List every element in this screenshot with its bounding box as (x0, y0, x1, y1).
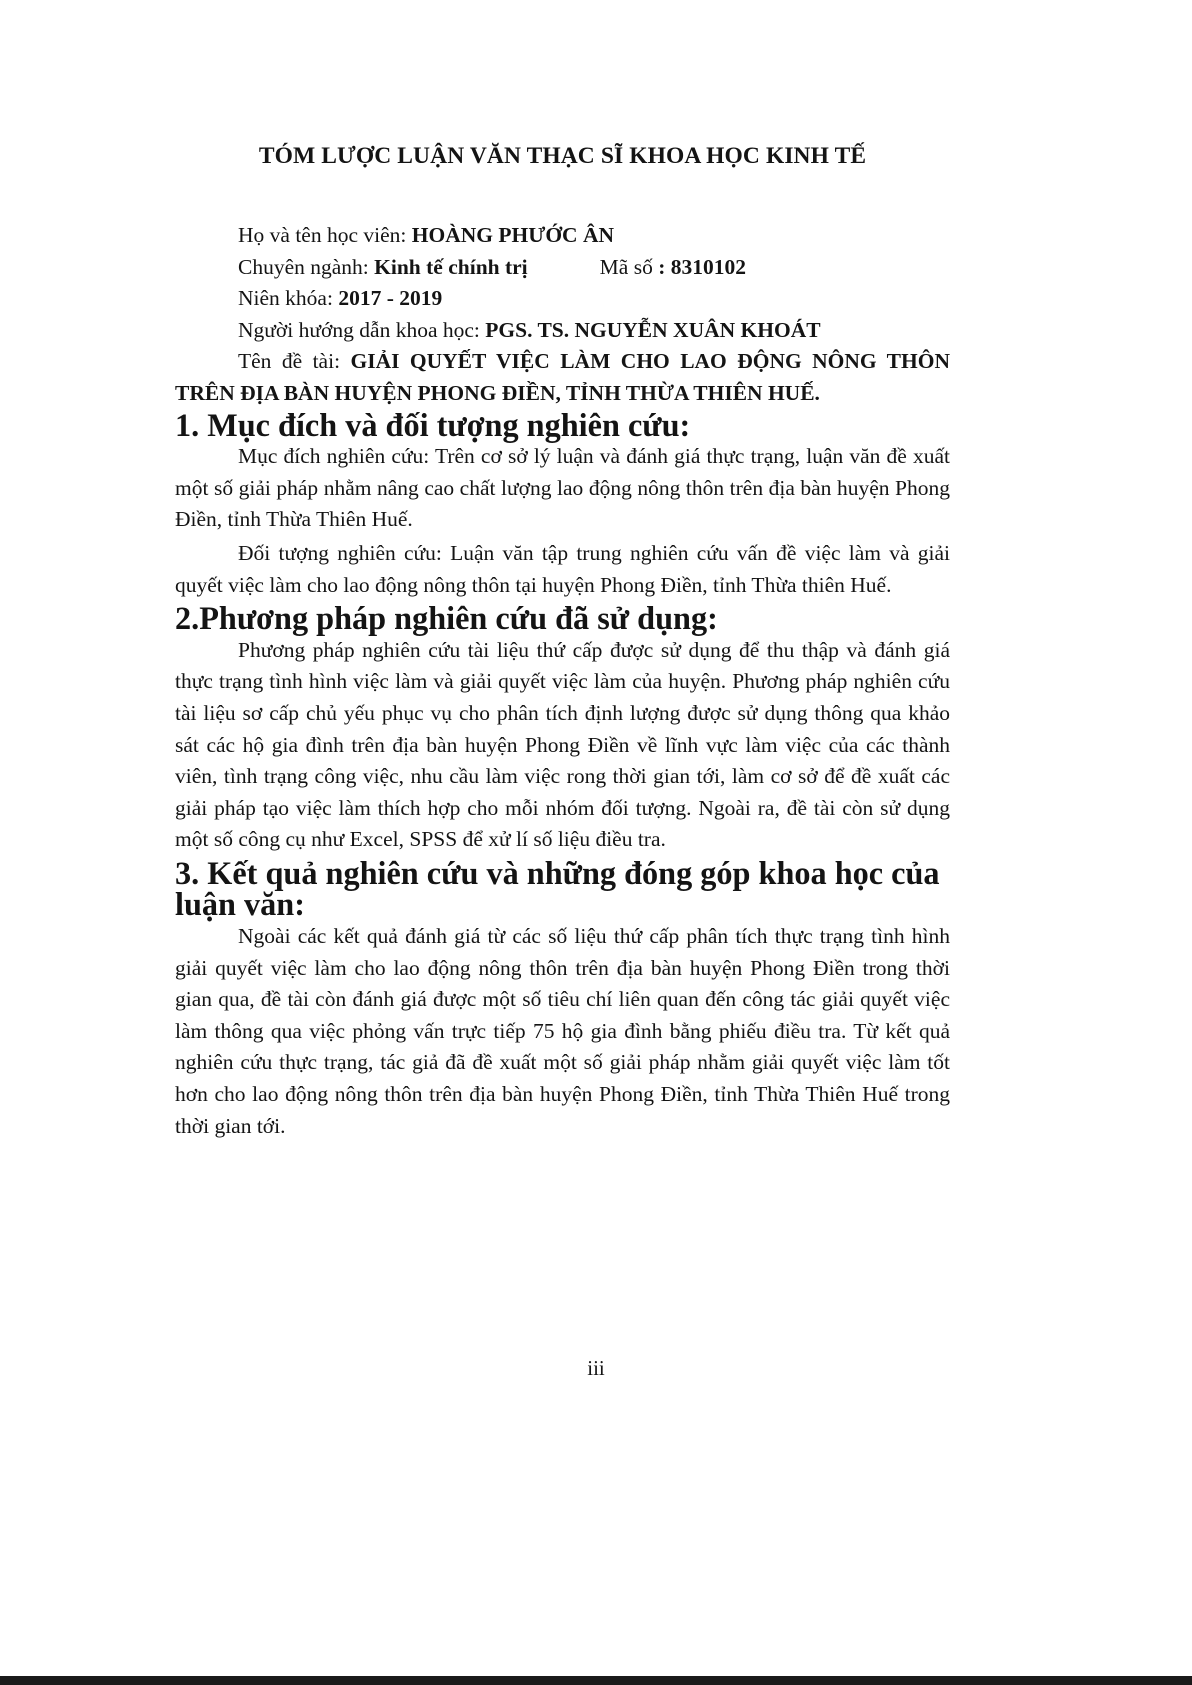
major-name: Kinh tế chính trị (374, 254, 528, 279)
major-code-value: : 8310102 (658, 254, 746, 279)
topic-label: Tên đề tài: (238, 349, 351, 374)
major-label: Chuyên ngành: (238, 254, 375, 279)
section-heading: 1. Mục đích và đối tượng nghiên cứu: (175, 406, 691, 443)
advisor-line (175, 315, 950, 347)
page-number: iii (587, 1356, 605, 1380)
course-line (175, 283, 950, 315)
section-heading: 3. Kết quả nghiên cứu và những đóng góp khoa học của luận văn: (175, 854, 940, 923)
section-heading: 2.Phương pháp nghiên cứu đã sử dụng: (175, 600, 718, 637)
major-line (175, 252, 950, 284)
major-code (600, 252, 746, 284)
section-paragraph: Mục đích nghiên cứu: Trên cơ sở lý luận và đánh giá thực trạng, luận văn đề xuất một số giải pháp nhằm nâng cao chất lượng lao động nông thôn trên địa bàn huyện Phong Điền, tỉnh Thừa Thiên Huế. (175, 444, 950, 532)
scan-bottom-edge (0, 1676, 1192, 1685)
advisor-label: Người hướng dẫn khoa học: (238, 317, 486, 342)
page-content (175, 140, 950, 1144)
student-line (175, 220, 950, 252)
student-label: Họ và tên học viên: (238, 223, 412, 247)
course-label: Niên khóa: (238, 286, 339, 311)
major-code-label: Mã số (599, 254, 659, 279)
section-paragraph: Ngoài các kết quả đánh giá từ các số liệu thứ cấp phân tích thực trạng tình hình giải quyết việc làm cho lao động nông thôn trên địa bàn huyện Phong Điền trong thời gian qua, đề tài còn đánh giá được một số tiêu chí liên quan đến công tác giải quyết việc làm thông qua việc phỏng vấn trực tiếp 75 hộ gia đình bằng phiếu điều tra. Từ kết quả nghiên cứu thực trạng, tác giả đã đề xuất một số giải pháp nhằm giải quyết việc làm tốt hơn cho lao động nông thôn trên địa bàn huyện Phong Điền, tỉnh Thừa Thiên Huế trong thời gian tới. (175, 924, 950, 1138)
section-paragraph: Phương pháp nghiên cứu tài liệu thứ cấp được sử dụng để thu thập và đánh giá thực trạng tình hình việc làm và giải quyết việc làm của huyện. Phương pháp nghiên cứu tài liệu sơ cấp chủ yếu phục vụ cho phân tích định lượng được sử dụng thông qua khảo sát các hộ gia đình trên địa bàn huyện Phong Điền về lĩnh vực làm việc của các thành viên, tình trạng công việc, nhu cầu làm việc rong thời gian tới, làm cơ sở để đề xuất các giải pháp tạo việc làm thích hợp cho mỗi nhóm đối tượng. Ngoài ra, đề tài còn sử dụng một số công cụ như Excel, SPSS để xử lí số liệu điều tra. (175, 637, 950, 852)
section-paragraph: Đối tượng nghiên cứu: Luận văn tập trung nghiên cứu vấn đề việc làm và giải quyết việc làm cho lao động nông thôn tại huyện Phong Điền, tỉnh Thừa thiên Huế. (175, 540, 950, 597)
advisor-name: PGS. TS. NGUYỄN XUÂN KHOÁT (485, 317, 821, 342)
topic-line (175, 346, 950, 409)
topic-title: GIẢI QUYẾT VIỆC LÀM CHO LAO ĐỘNG NÔNG THÔN TRÊN ĐỊA BÀN HUYỆN PHONG ĐIỀN, TỈNH THỪA THIÊN HUẾ. (175, 349, 951, 405)
course-years: 2017 - 2019 (338, 286, 443, 311)
student-name: HOÀNG PHƯỚC ÂN (411, 223, 614, 247)
document-title: TÓM LƯỢC LUẬN VĂN THẠC SĨ KHOA HỌC KINH TẾ (258, 143, 867, 169)
